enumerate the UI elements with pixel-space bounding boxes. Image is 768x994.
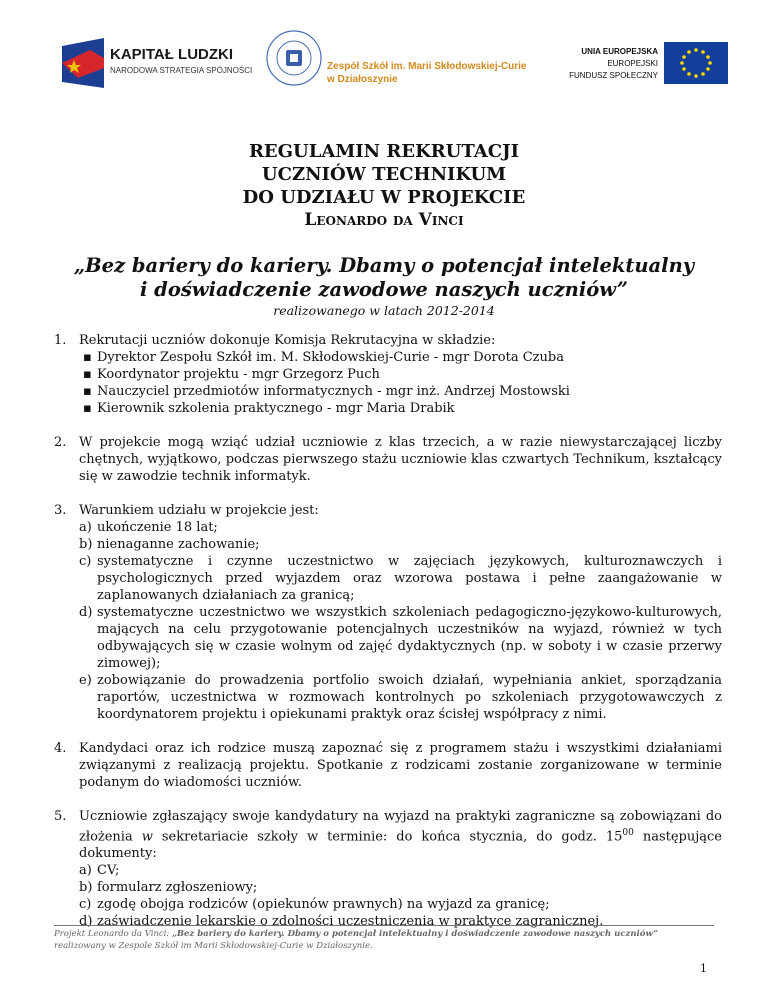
list-item: b) nienaganne zachowanie; bbox=[79, 537, 260, 552]
school-name-line2: w Działoszynie bbox=[327, 74, 398, 85]
document-title bbox=[0, 140, 768, 232]
item-number: 1. bbox=[54, 333, 67, 348]
square-bullet-icon: ▪ bbox=[83, 367, 92, 382]
page-footer bbox=[54, 928, 714, 952]
kapital-ludzki-logo bbox=[60, 38, 260, 88]
title-line3: DO UDZIAŁU W PROJEKCIE bbox=[242, 187, 526, 208]
kapital-ludzki-subtitle: NARODOWA STRATEGIA SPÓJNOŚCI bbox=[110, 66, 253, 75]
kapital-ludzki-emblem-icon bbox=[60, 38, 106, 88]
documents-list bbox=[79, 862, 722, 930]
list-item: b) formularz zgłoszeniowy; bbox=[79, 880, 258, 896]
kapital-ludzki-title: KAPITAŁ LUDZKI bbox=[110, 46, 234, 63]
regulation-item-5 bbox=[54, 808, 722, 930]
school-logo bbox=[265, 28, 527, 98]
eu-line3: FUNDUSZ SPOŁECZNY bbox=[569, 71, 658, 80]
square-bullet-icon: ▪ bbox=[83, 401, 92, 416]
regulation-item-2 bbox=[54, 434, 722, 485]
square-bullet-icon: ▪ bbox=[83, 350, 92, 365]
item-text: Warunkiem udziału w projekcie jest: bbox=[79, 503, 319, 518]
list-item: ▪ Dyrektor Zespołu Szkół im. M. Skłodowskiej-Curie - mgr Dorota Czuba bbox=[83, 350, 564, 365]
project-years: realizowanego w latach 2012-2014 bbox=[273, 303, 495, 318]
list-item: a) ukończenie 18 lat; bbox=[79, 520, 218, 535]
list-item: ▪ Koordynator projektu - mgr Grzegorz Puch bbox=[83, 367, 380, 382]
list-item: c) zgodę obojga rodziców (opiekunów prawnych) na wyjazd za granicę; bbox=[79, 897, 550, 913]
footer-line2: realizowany w Zespole Szkół im Marii Skłodowskiej-Curie w Działoszynie. bbox=[54, 941, 373, 951]
eu-text bbox=[560, 46, 658, 82]
motto-line1: „Bez bariery do kariery. Dbamy o potencjał intelektualny bbox=[73, 254, 695, 277]
list-item: ▪ Nauczyciel przedmiotów informatycznych - mgr inż. Andrzej Mostowski bbox=[83, 384, 570, 399]
item-number: 3. bbox=[54, 503, 67, 518]
regulation-item-4 bbox=[54, 740, 722, 791]
item-number: 4. bbox=[54, 741, 67, 756]
motto-line2: i doświadczenie zawodowe naszych uczniów” bbox=[139, 278, 628, 301]
square-bullet-icon: ▪ bbox=[83, 384, 92, 399]
list-item: d) systematyczne uczestnictwo we wszystkich szkoleniach pedagogiczno-językowo-kulturowych, mających na celu przygotowanie potencjalnych uczestników na wyjazd, również w tych odbywających się w czasie wolnym od zajęć dydaktycznych (np. w soboty i w czasie przerwy zimowej); bbox=[79, 605, 722, 671]
eu-flag-icon bbox=[664, 42, 728, 84]
item-text: Uczniowie zgłaszający swoje kandydatury na wyjazd na praktyki zagraniczne są zobowiązani do złożenia w sekretariacie szkoły w terminie: do końca stycznia, do godz. $15^{00}$ następujące dokumenty: bbox=[79, 809, 722, 862]
item-number: 5. bbox=[54, 809, 67, 824]
footer-divider bbox=[54, 925, 714, 926]
footer-line1: Projekt Leonardo da Vinci: „Bez bariery do kariery. Dbamy o potencjał intelektualny i doświadczenie zawodowe naszych uczniów” bbox=[54, 929, 658, 939]
school-name bbox=[327, 60, 527, 86]
list-item: d) zaświadczenie lekarskie o zdolności uczestniczenia w praktyce zagranicznej. bbox=[79, 914, 604, 930]
conditions-list bbox=[79, 519, 722, 723]
title-line1: REGULAMIN REKRUTACJI bbox=[248, 141, 520, 162]
regulations-content bbox=[54, 332, 722, 947]
eu-line2: EUROPEJSKI bbox=[607, 59, 658, 68]
committee-list bbox=[79, 349, 722, 417]
list-item: e) zobowiązanie do prowadzenia portfolio swoich działań, wypełniania ankiet, sporządzania raportów, uczestnictwa w rozmowach kontrolnych po szkoleniach przygotowawczych z koordynatorem projektu i opiekunami praktyk oraz ścisłej współpracy z nimi. bbox=[79, 673, 722, 722]
page-number: 1 bbox=[700, 962, 707, 975]
regulation-item-1 bbox=[54, 332, 722, 417]
item-text: Rekrutacji uczniów dokonuje Komisja Rekrutacyjna w składzie: bbox=[79, 333, 496, 348]
eu-logo bbox=[560, 42, 730, 87]
regulation-item-3 bbox=[54, 502, 722, 723]
project-motto bbox=[0, 254, 768, 302]
title-line4: Leonardo da Vinci bbox=[304, 210, 464, 230]
item-number: 2. bbox=[54, 435, 67, 450]
school-name-line1: Zespół Szkół im. Marii Skłodowskiej-Curie bbox=[327, 61, 527, 72]
list-item: c) systematyczne i czynne uczestnictwo w zajęciach językowych, kulturoznawczych i psychologicznych przed wyjazdem oraz wzorowa postawa i pełne zaangażowanie w zaplanowanych działaniach za granicą; bbox=[79, 554, 722, 603]
list-item: a) CV; bbox=[79, 863, 120, 879]
item-text: W projekcie mogą wziąć udział uczniowie z klas trzecich, a w razie niewystarczającej liczby chętnych, wyjątkowo, podczas pierwszego stażu uczniowie klas czwartych Technikum, kształcący się w zawodzie technik informatyk. bbox=[79, 435, 722, 484]
school-seal-icon bbox=[265, 28, 323, 88]
list-item: ▪ Kierownik szkolenia praktycznego - mgr Maria Drabik bbox=[83, 401, 455, 416]
item-text: Kandydaci oraz ich rodzice muszą zapoznać się z programem stażu i wszystkimi działaniami związanymi z realizacją projektu. Spotkanie z rodzicami zostanie zorganizowane w terminie podanym do wiadomości uczniów. bbox=[79, 741, 722, 790]
page-header bbox=[0, 0, 768, 110]
eu-line1: UNIA EUROPEJSKA bbox=[581, 47, 658, 56]
title-line2: UCZNIÓW TECHNIKUM bbox=[261, 164, 507, 185]
